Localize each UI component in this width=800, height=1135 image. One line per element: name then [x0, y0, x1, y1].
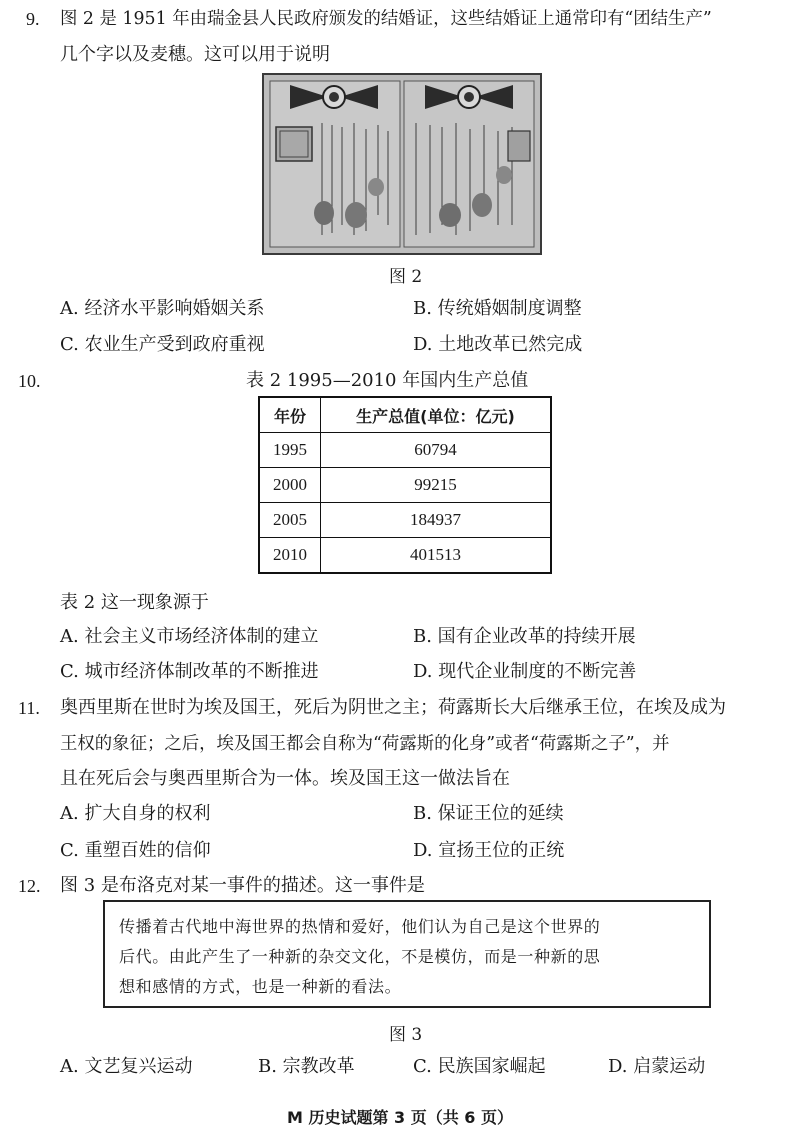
- marriage-certificate-photo: [262, 73, 542, 255]
- q10-option-a[interactable]: A. 社会主义市场经济体制的建立: [60, 626, 319, 647]
- q11-option-c[interactable]: C. 重塑百姓的信仰: [60, 840, 211, 861]
- table-row: [259, 468, 551, 503]
- table-row: [259, 433, 551, 468]
- q11-option-d[interactable]: D. 宣扬王位的正统: [413, 840, 565, 861]
- table-cell-year: 1995: [259, 433, 321, 468]
- q11-stem-line3: 且在死后会与奥西里斯合为一体。埃及国王这一做法旨在: [60, 768, 510, 789]
- table-cell-year: 2005: [259, 503, 321, 538]
- q9-option-d[interactable]: D. 土地改革已然完成: [413, 334, 583, 355]
- table-header-row: [259, 397, 551, 433]
- gdp-table: [258, 396, 552, 574]
- q9-stem-line1: 图 2 是 1951 年由瑞金县人民政府颁发的结婚证，这些结婚证上通常印有“团结生产”: [60, 9, 712, 29]
- figure-3-caption: 图 3: [389, 1025, 423, 1045]
- q9-option-c[interactable]: C. 农业生产受到政府重视: [60, 334, 265, 355]
- table-row: [259, 503, 551, 538]
- quote-line-3: 想和感情的方式，也是一种新的看法。: [119, 977, 402, 996]
- table-cell-value: 401513: [321, 538, 552, 574]
- q10-stem: 表 2 这一现象源于: [60, 592, 209, 613]
- figure-3-quote-box: [103, 900, 711, 1008]
- q12-option-b[interactable]: B. 宗教改革: [258, 1056, 355, 1077]
- table-2-title: 表 2 1995—2010 年国内生产总值: [246, 370, 529, 391]
- q10-option-c[interactable]: C. 城市经济体制改革的不断推进: [60, 661, 319, 682]
- quote-line-2: 后代。由此产生了一种新的杂交文化，不是模仿，而是一种新的思: [119, 947, 601, 966]
- q12-option-a[interactable]: A. 文艺复兴运动: [60, 1056, 193, 1077]
- q12-stem: 图 3 是布洛克对某一事件的描述。这一事件是: [60, 875, 425, 896]
- q11-number: 11.: [18, 698, 40, 718]
- table-header-year: 年份: [259, 397, 321, 433]
- q12-option-c[interactable]: C. 民族国家崛起: [413, 1056, 546, 1077]
- table-header-value: 生产总值(单位：亿元): [321, 397, 552, 433]
- quote-line-1: 传播着古代地中海世界的热情和爱好，他们认为自己是这个世界的: [119, 917, 601, 936]
- q10-option-b[interactable]: B. 国有企业改革的持续开展: [413, 626, 636, 647]
- q11-stem-line2: 王权的象征；之后，埃及国王都会自称为“荷露斯的化身”或者“荷露斯之子”，并: [60, 734, 670, 754]
- q11-option-a[interactable]: A. 扩大自身的权利: [60, 803, 211, 824]
- q10-option-d[interactable]: D. 现代企业制度的不断完善: [413, 661, 637, 682]
- page-footer: M 历史试题第 3 页（共 6 页）: [286, 1108, 514, 1127]
- q10-number: 10.: [18, 371, 41, 391]
- table-cell-value: 184937: [321, 503, 552, 538]
- q11-stem-line1: 奥西里斯在世时为埃及国王，死后为阴世之主；荷露斯长大后继承王位，在埃及成为: [60, 697, 726, 718]
- q11-option-b[interactable]: B. 保证王位的延续: [413, 803, 564, 824]
- figure-2-caption: 图 2: [389, 267, 423, 287]
- q12-number: 12.: [18, 876, 41, 896]
- q9-stem-line2: 几个字以及麦穗。这可以用于说明: [60, 44, 330, 65]
- table-row: [259, 538, 551, 574]
- q9-option-a[interactable]: A. 经济水平影响婚姻关系: [60, 298, 265, 319]
- q9-option-b[interactable]: B. 传统婚姻制度调整: [413, 298, 582, 319]
- table-cell-year: 2010: [259, 538, 321, 574]
- table-cell-value: 99215: [321, 468, 552, 503]
- q9-number: 9.: [26, 9, 40, 29]
- q12-option-d[interactable]: D. 启蒙运动: [608, 1056, 706, 1077]
- table-cell-year: 2000: [259, 468, 321, 503]
- table-cell-value: 60794: [321, 433, 552, 468]
